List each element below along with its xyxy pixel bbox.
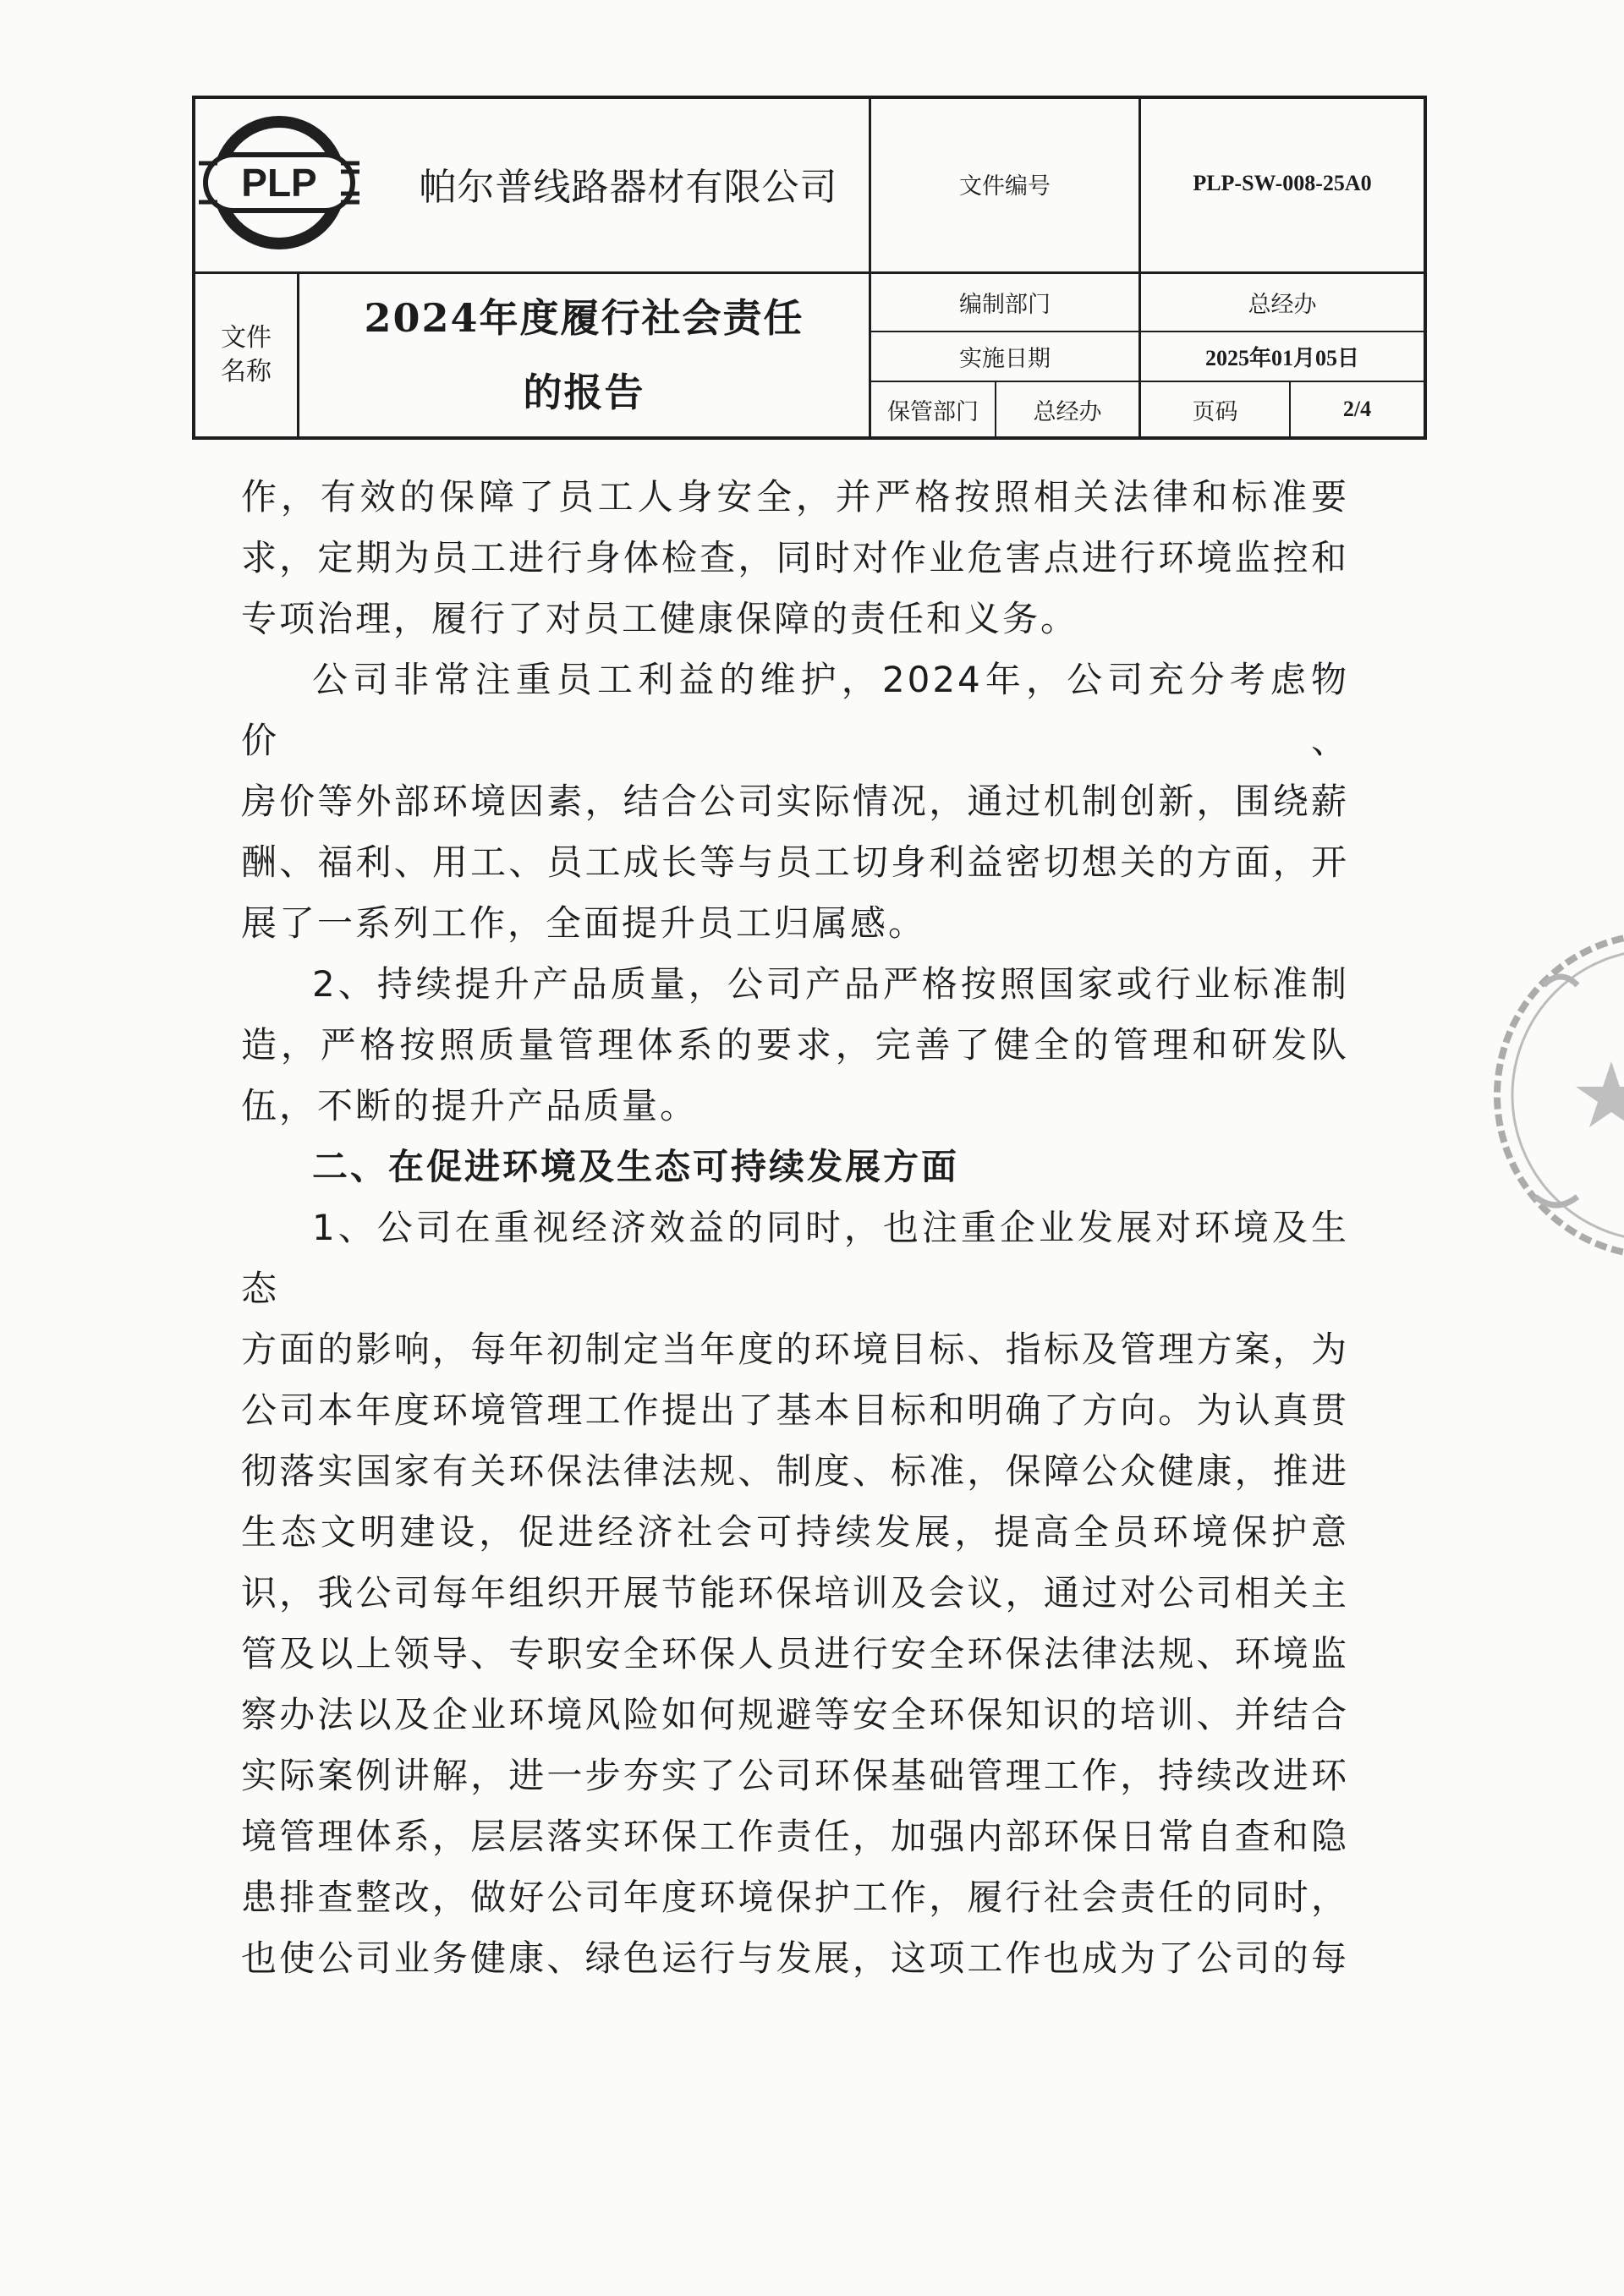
body-line: 境管理体系，层层落实环保工作责任，加强内部环保日常自查和隐 <box>241 1816 1349 1857</box>
body-line: 彻落实国家有关环保法律法规、制度、标准，保障公众健康，推进 <box>241 1450 1349 1492</box>
page-label: 页码 <box>1192 398 1238 425</box>
body-line: 管及以上领导、专职安全环保人员进行安全环保法律法规、环境监 <box>241 1633 1349 1674</box>
doc-number-value: PLP-SW-008-25A0 <box>1193 171 1372 195</box>
dept-value: 总经办 <box>1248 292 1317 318</box>
impl-date-label: 实施日期 <box>959 346 1051 372</box>
section-heading: 二、在促进环境及生态可持续发展方面 <box>312 1146 960 1187</box>
impl-date-value: 2025年01月05日 <box>1204 346 1359 370</box>
file-title: 2024年度履行社会责任的报告 <box>364 295 804 415</box>
company-logo <box>199 111 359 255</box>
body-line: 患排查整改，做好公司年度环境保护工作，履行社会责任的同时， <box>241 1877 1349 1918</box>
body-line: 造，严格按照质量管理体系的要求，完善了健全的管理和研发队 <box>241 1024 1349 1066</box>
body-line: 作，有效的保障了员工人身安全，并严格按照相关法律和标准要 <box>241 476 1349 518</box>
page-value: 2/4 <box>1342 397 1372 421</box>
body-line: 方面的影响，每年初制定当年度的环境目标、指标及管理方案，为 <box>241 1329 1349 1370</box>
doc-number-label: 文件编号 <box>959 173 1051 200</box>
body-line: 伍，不断的提升产品质量。 <box>241 1085 699 1126</box>
body-line: 酬、福利、用工、员工成长等与员工切身利益密切想关的方面，开 <box>241 841 1349 883</box>
body-line: 专项治理，履行了对员工健康保障的责任和义务。 <box>241 598 1079 639</box>
body-line: 生态文明建设，促进经济社会可持续发展，提高全员环境保护意 <box>241 1511 1349 1553</box>
body-line: 识，我公司每年组织开展节能环保培训及会议，通过对公司相关主 <box>241 1572 1349 1614</box>
company-name: 帕尔普线路器材有限公司 <box>419 166 838 209</box>
document-header-table <box>192 96 1427 440</box>
body-line: 公司非常注重员工利益的维护，2024年，公司充分考虑物价、 <box>241 659 1349 761</box>
body-line: 房价等外部环境因素，结合公司实际情况，通过机制创新，围绕薪 <box>241 781 1349 822</box>
file-name-label: 文件名称 <box>221 323 272 386</box>
document-body <box>241 467 1349 1989</box>
custody-value: 总经办 <box>1033 398 1102 425</box>
body-line: 1、公司在重视经济效益的同时，也注重企业发展对环境及生态 <box>241 1207 1349 1309</box>
body-line: 察办法以及企业环境风险如何规避等安全环保知识的培训、并结合 <box>241 1694 1349 1735</box>
svg-text:PLP: PLP <box>241 161 317 205</box>
custody-label: 保管部门 <box>887 398 979 425</box>
body-line: 实际案例讲解，进一步夯实了公司环保基础管理工作，持续改进环 <box>241 1755 1349 1796</box>
dept-label: 编制部门 <box>959 292 1051 318</box>
company-seal-stamp <box>1484 918 1624 1273</box>
body-line: 公司本年度环境管理工作提出了基本目标和明确了方向。为认真贯 <box>241 1389 1349 1431</box>
body-line: 也使公司业务健康、绿色运行与发展，这项工作也成为了公司的每 <box>241 1937 1349 1979</box>
body-line: 展了一系列工作，全面提升员工归属感。 <box>241 902 927 944</box>
body-line: 2、持续提升产品质量，公司产品严格按照国家或行业标准制 <box>312 963 1349 1005</box>
body-line: 求，定期为员工进行身体检查，同时对作业危害点进行环境监控和 <box>241 537 1349 578</box>
